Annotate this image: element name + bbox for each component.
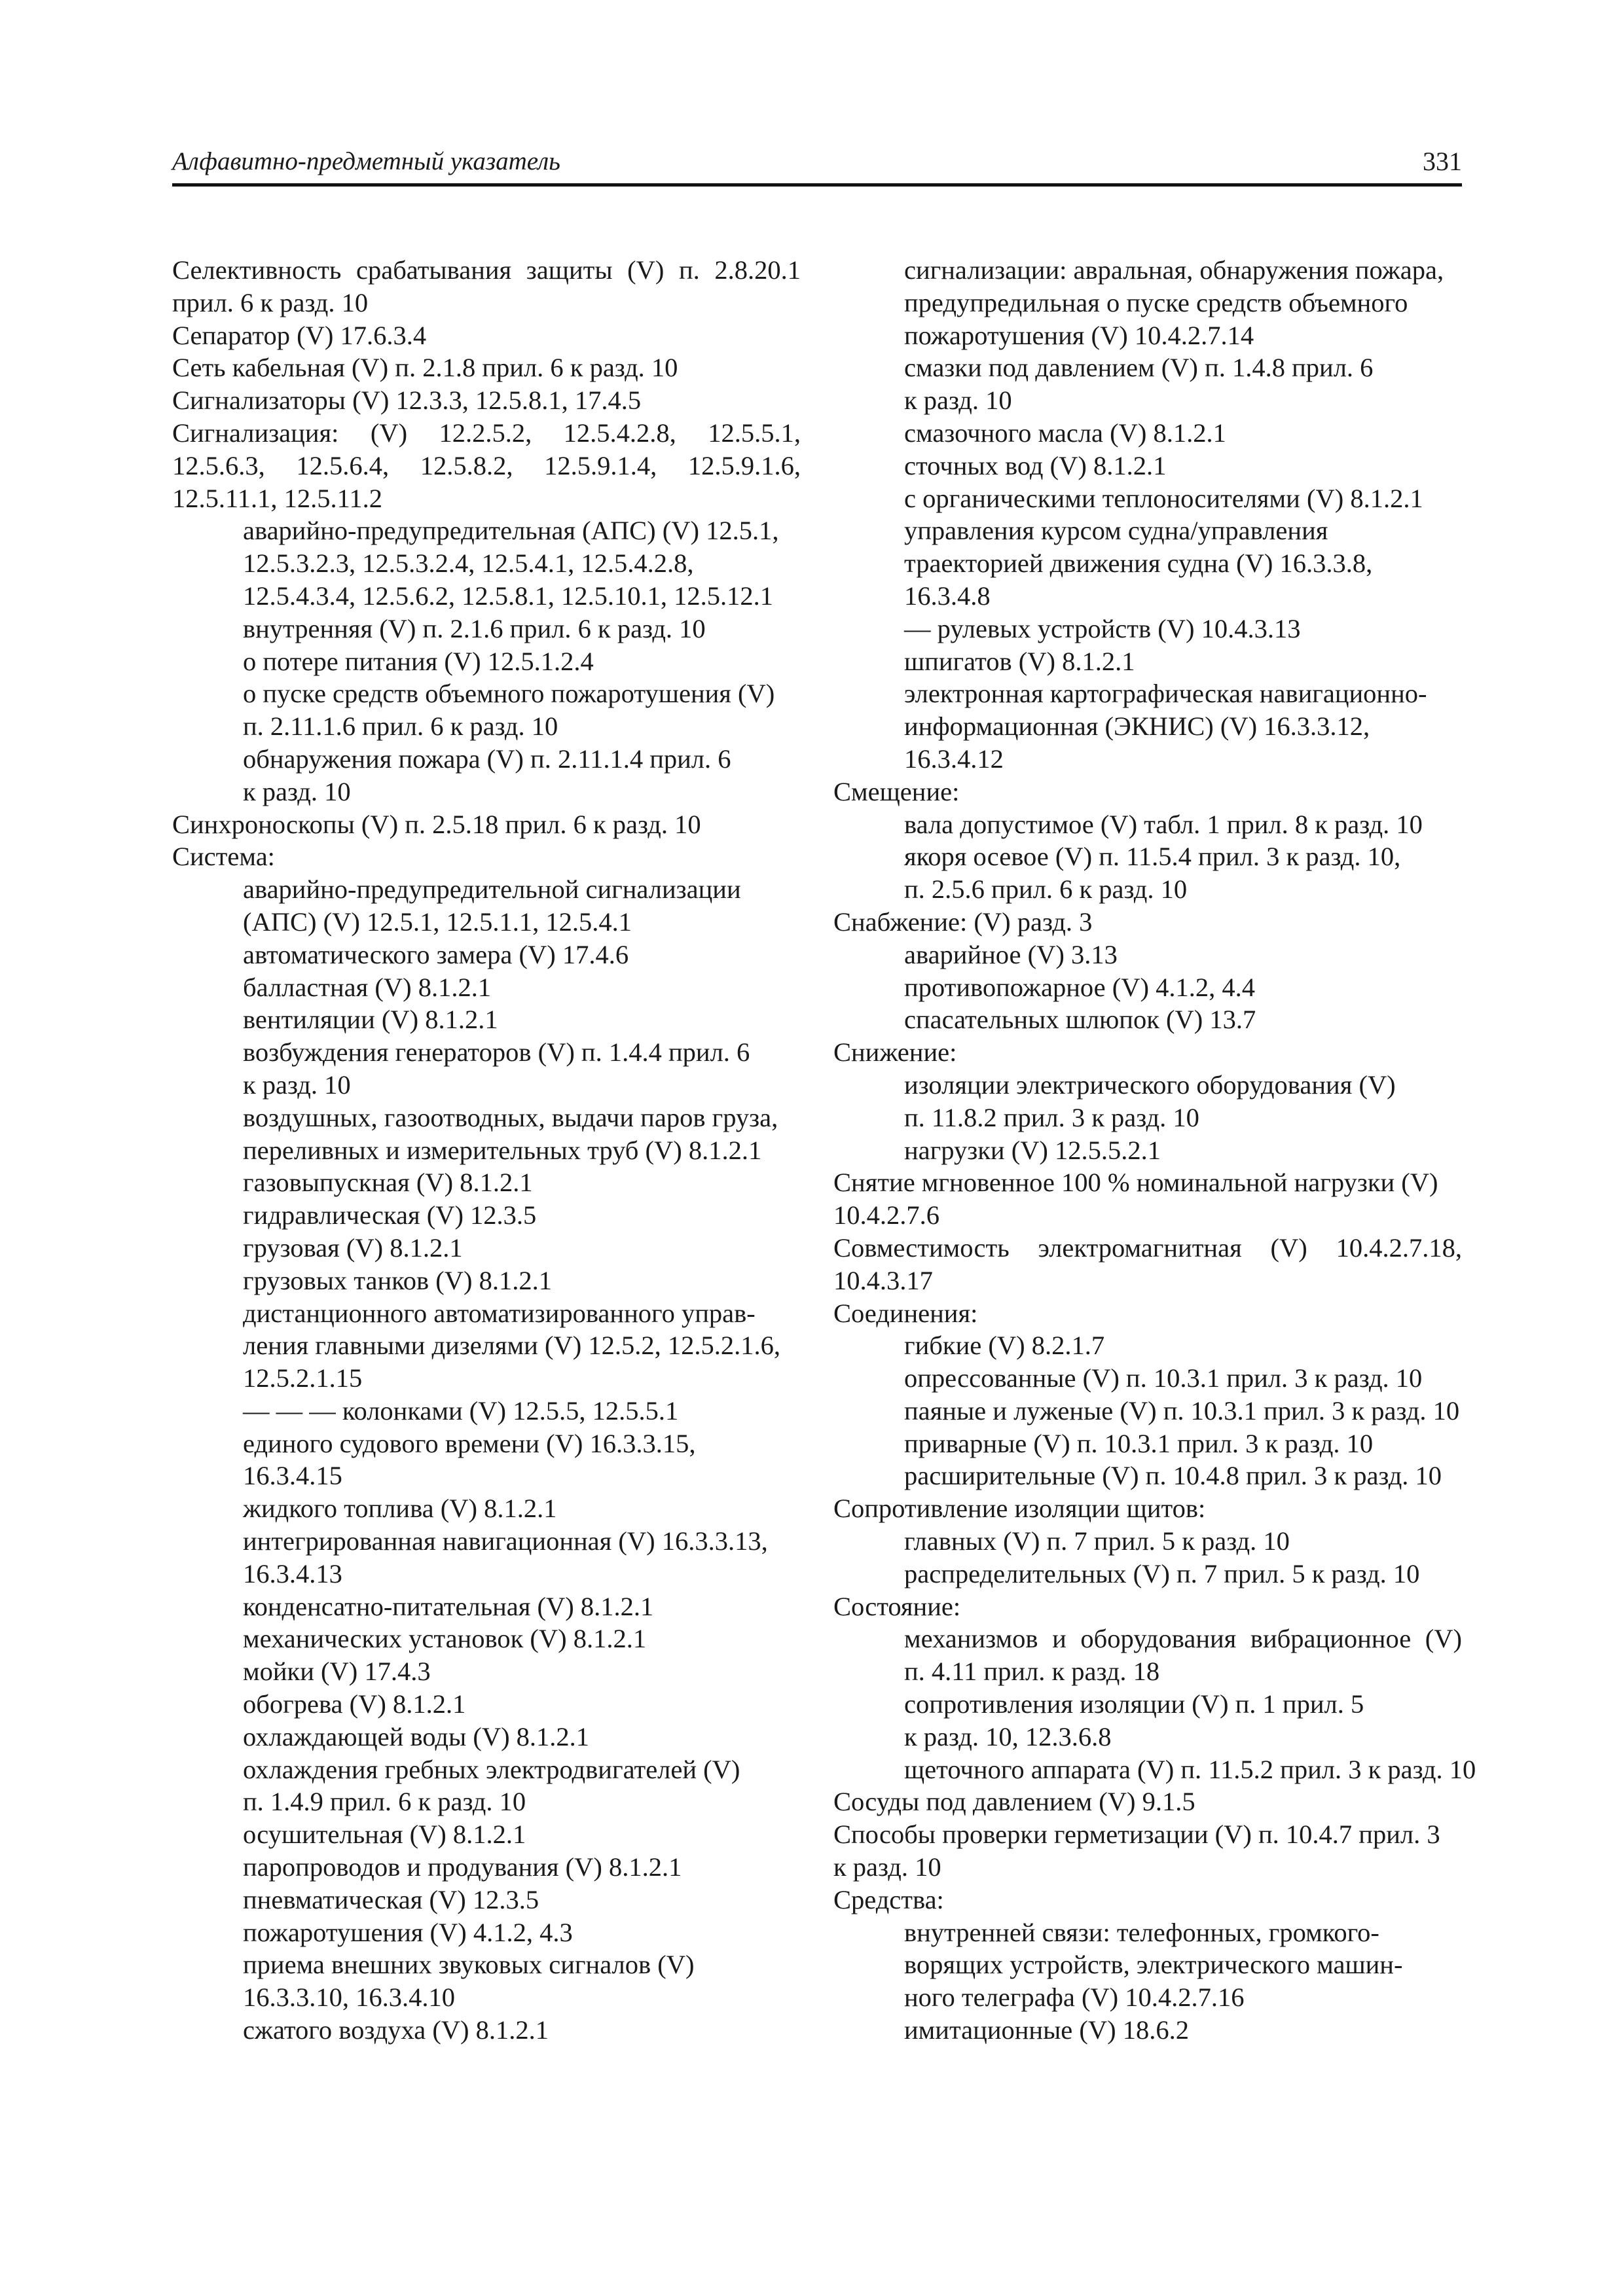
index-subentry: паяные и луженые (V) п. 10.3.1 прил. 3 к разд. 10 (904, 1395, 1460, 1426)
index-subentry: охлаждающей воды (V) 8.1.2.1 (243, 1721, 590, 1751)
index-subentry: о пуске средств объемного пожаротушения (V) (243, 679, 775, 709)
index-subentry: информационная (ЭКНИС) (V) 16.3.3.12, (904, 711, 1370, 742)
index-entry: Синхроноскопы (V) п. 2.5.18 прил. 6 к разд. 10 (172, 809, 701, 839)
index-entry: Сопротивление изоляции щитов: (833, 1494, 1206, 1524)
index-subentry: охлаждения гребных электродвигателей (V) (243, 1754, 740, 1784)
index-entry: Сепаратор (V) 17.6.3.4 (172, 320, 427, 350)
index-subentry: механических установок (V) 8.1.2.1 (243, 1624, 647, 1654)
index-subentry: единого судового времени (V) 16.3.3.15, (243, 1428, 696, 1458)
index-subentry: противопожарное (V) 4.1.2, 4.4 (904, 972, 1255, 1002)
index-entry: Средства: (833, 1884, 944, 1914)
index-subentry: 16.3.4.13 (243, 1558, 342, 1588)
index-subentry: (АПС) (V) 12.5.1, 12.5.1.1, 12.5.4.1 (243, 906, 632, 937)
running-header (172, 145, 1462, 187)
index-subentry: 12.5.3.2.3, 12.5.3.2.4, 12.5.4.1, 12.5.4.2.8, (243, 548, 694, 579)
index-subentry: пневматическая (V) 12.3.5 (243, 1884, 539, 1914)
index-subentry: газовыпускная (V) 8.1.2.1 (243, 1168, 533, 1198)
index-entry: Селективность срабатывания защиты (V) п. 2.8.20.1 (172, 255, 801, 285)
index-subentry: вентиляции (V) 8.1.2.1 (243, 1005, 498, 1035)
index-subentry: обнаружения пожара (V) п. 2.11.1.4 прил. 6 (243, 744, 731, 774)
index-subentry: конденсатно-питательная (V) 8.1.2.1 (243, 1591, 654, 1621)
index-subentry: изоляции электрического оборудования (V) (904, 1069, 1396, 1100)
index-subentry: п. 4.11 прил. к разд. 18 (904, 1657, 1160, 1687)
index-entry: Сосуды под давлением (V) 9.1.5 (833, 1787, 1195, 1817)
index-subentry: обогрева (V) 8.1.2.1 (243, 1689, 466, 1719)
index-entry: Соединения: (833, 1298, 978, 1328)
index-entry: Сигнализация: (V) 12.2.5.2, 12.5.4.2.8, 12.5.5.1, (172, 418, 801, 448)
index-subentry: аварийно-предупредительной сигнализации (243, 874, 741, 905)
index-entry: Снятие мгновенное 100 % номинальной нагрузки (V) (833, 1168, 1438, 1198)
index-subentry: расширительные (V) п. 10.4.8 прил. 3 к разд. 10 (904, 1461, 1442, 1491)
index-subentry: внутренней связи: телефонных, громкого- (904, 1917, 1379, 1947)
index-subentry: возбуждения генераторов (V) п. 1.4.4 прил. 6 (243, 1037, 750, 1067)
index-subentry: дистанционного автоматизированного управ- (243, 1298, 756, 1328)
index-subentry: ного телеграфа (V) 10.4.2.7.16 (904, 1982, 1245, 2013)
index-subentry: гибкие (V) 8.2.1.7 (904, 1331, 1105, 1361)
index-subentry: пожаротушения (V) 10.4.2.7.14 (904, 320, 1254, 350)
page-number: 331 (1423, 147, 1462, 176)
index-subentry: механизмов и оборудования вибрационное (V) (904, 1624, 1462, 1654)
index-subentry: внутренняя (V) п. 2.1.6 прил. 6 к разд. 10 (243, 613, 706, 643)
index-subentry: автоматического замера (V) 17.4.6 (243, 939, 629, 969)
index-subentry: смазочного масла (V) 8.1.2.1 (904, 418, 1226, 448)
index-column-right (833, 254, 1476, 2047)
index-column-left (172, 254, 801, 2047)
index-subentry: аварийное (V) 3.13 (904, 939, 1118, 969)
index-subentry: — — — колонками (V) 12.5.5, 12.5.5.1 (243, 1395, 679, 1426)
index-subentry: воздушных, газоотводных, выдачи паров груза, (243, 1102, 778, 1132)
index-subentry: п. 11.8.2 прил. 3 к разд. 10 (904, 1102, 1199, 1132)
index-entry: Сеть кабельная (V) п. 2.1.8 прил. 6 к разд. 10 (172, 353, 678, 383)
index-subentry: сопротивления изоляции (V) п. 1 прил. 5 (904, 1689, 1364, 1719)
index-subentry: гидравлическая (V) 12.3.5 (243, 1200, 537, 1230)
index-entry: Состояние: (833, 1591, 961, 1621)
index-subentry: нагрузки (V) 12.5.5.2.1 (904, 1135, 1161, 1165)
index-subentry: предупредильная о пуске средств объемного (904, 287, 1408, 317)
index-subentry: ворящих устройств, электрического машин- (904, 1950, 1403, 1980)
index-subentry: переливных и измерительных труб (V) 8.1.2.1 (243, 1135, 762, 1165)
index-subentry: к разд. 10 (243, 776, 351, 806)
index-subentry: к разд. 10 (904, 386, 1012, 416)
index-subentry: имитационные (V) 18.6.2 (904, 2015, 1189, 2045)
index-subentry: распределительных (V) п. 7 прил. 5 к разд. 10 (904, 1558, 1420, 1588)
index-entry: Сигнализаторы (V) 12.3.3, 12.5.8.1, 17.4.5 (172, 386, 642, 416)
index-subentry: — рулевых устройств (V) 10.4.3.13 (904, 613, 1301, 643)
index-entry: к разд. 10 (833, 1852, 941, 1882)
index-subentry: балластная (V) 8.1.2.1 (243, 972, 492, 1002)
index-subentry: п. 2.5.6 прил. 6 к разд. 10 (904, 874, 1188, 905)
index-subentry: вала допустимое (V) табл. 1 прил. 8 к разд. 10 (904, 809, 1423, 839)
header-title: Алфавитно-предметный указатель (172, 147, 560, 175)
index-subentry: 16.3.4.8 (904, 581, 991, 611)
index-subentry: траекторией движения судна (V) 16.3.3.8, (904, 548, 1373, 579)
index-subentry: интегрированная навигационная (V) 16.3.3.13, (243, 1526, 768, 1556)
index-subentry: п. 1.4.9 прил. 6 к разд. 10 (243, 1787, 526, 1817)
index-subentry: о потере питания (V) 12.5.1.2.4 (243, 646, 594, 676)
index-subentry: п. 2.11.1.6 прил. 6 к разд. 10 (243, 711, 558, 742)
index-page (172, 0, 1476, 2296)
index-entry: Система: (172, 842, 275, 872)
index-entry: Снижение: (833, 1037, 957, 1067)
index-subentry: 12.5.2.1.15 (243, 1363, 363, 1393)
index-entry: Совместимость электромагнитная (V) 10.4.2.7.18, (833, 1232, 1462, 1263)
index-subentry: управления курсом судна/управления (904, 516, 1328, 546)
index-subentry: сжатого воздуха (V) 8.1.2.1 (243, 2015, 549, 2045)
index-subentry: грузовых танков (V) 8.1.2.1 (243, 1265, 552, 1295)
index-subentry: 16.3.4.12 (904, 744, 1004, 774)
index-subentry: мойки (V) 17.4.3 (243, 1657, 431, 1687)
index-subentry: шпигатов (V) 8.1.2.1 (904, 646, 1135, 676)
index-subentry: 16.3.4.15 (243, 1461, 342, 1491)
index-subentry: жидкого топлива (V) 8.1.2.1 (243, 1494, 557, 1524)
index-subentry: спасательных шлюпок (V) 13.7 (904, 1005, 1256, 1035)
index-subentry: с органическими теплоносителями (V) 8.1.2.1 (904, 483, 1423, 513)
index-subentry: к разд. 10, 12.3.6.8 (904, 1721, 1112, 1751)
index-subentry: аварийно-предупредительная (АПС) (V) 12.5.1, (243, 516, 779, 546)
index-entry: 10.4.3.17 (833, 1265, 933, 1295)
index-subentry: сигнализации: авральная, обнаружения пожара, (904, 255, 1444, 285)
index-subentry: к разд. 10 (243, 1069, 351, 1100)
index-subentry: щеточного аппарата (V) п. 11.5.2 прил. 3 к разд. 10 (904, 1754, 1476, 1784)
index-subentry: приварные (V) п. 10.3.1 прил. 3 к разд. 10 (904, 1428, 1374, 1458)
index-entry: Способы проверки герметизации (V) п. 10.4.7 прил. 3 (833, 1820, 1440, 1850)
index-subentry: осушительная (V) 8.1.2.1 (243, 1820, 526, 1850)
index-subentry: главных (V) п. 7 прил. 5 к разд. 10 (904, 1526, 1290, 1556)
index-subentry: сточных вод (V) 8.1.2.1 (904, 450, 1167, 480)
index-entry: 10.4.2.7.6 (833, 1200, 939, 1230)
index-subentry: грузовая (V) 8.1.2.1 (243, 1232, 463, 1263)
index-subentry: опрессованные (V) п. 10.3.1 прил. 3 к разд. 10 (904, 1363, 1423, 1393)
index-subentry: приема внешних звуковых сигналов (V) (243, 1950, 695, 1980)
index-entry: Смещение: (833, 776, 960, 806)
index-subentry: электронная картографическая навигационно- (904, 679, 1427, 709)
index-subentry: ления главными дизелями (V) 12.5.2, 12.5.2.1.6, (243, 1331, 780, 1361)
index-entry: 12.5.6.3, 12.5.6.4, 12.5.8.2, 12.5.9.1.4, 12.5.9.1.6, (172, 450, 801, 480)
index-subentry: 16.3.3.10, 16.3.4.10 (243, 1982, 455, 2013)
index-entry: 12.5.11.1, 12.5.11.2 (172, 483, 382, 513)
index-subentry: 12.5.4.3.4, 12.5.6.2, 12.5.8.1, 12.5.10.1, 12.5.12.1 (243, 581, 773, 611)
index-subentry: пожаротушения (V) 4.1.2, 4.3 (243, 1917, 573, 1947)
index-entry: прил. 6 к разд. 10 (172, 287, 369, 317)
index-subentry: смазки под давлением (V) п. 1.4.8 прил. 6 (904, 353, 1374, 383)
index-subentry: якоря осевое (V) п. 11.5.4 прил. 3 к разд. 10, (904, 842, 1401, 872)
index-subentry: паропроводов и продувания (V) 8.1.2.1 (243, 1852, 682, 1882)
index-entry: Снабжение: (V) разд. 3 (833, 906, 1093, 937)
